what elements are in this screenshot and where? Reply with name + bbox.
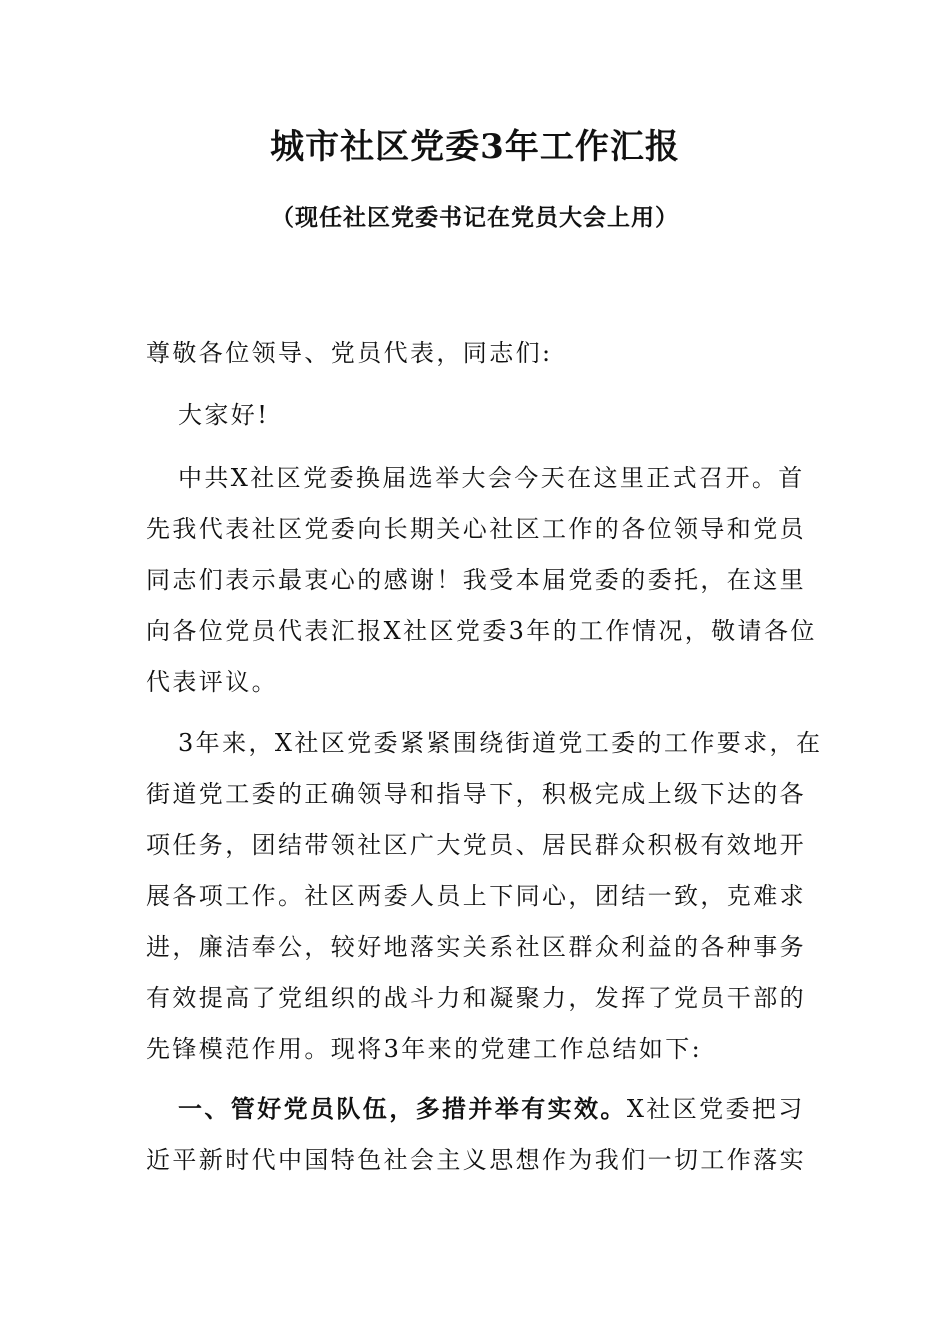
paragraph-line: 展各项工作。社区两委人员上下同心，团结一致，克难求: [146, 882, 806, 910]
paragraph-line: 先我代表社区党委向长期关心社区工作的各位领导和党员: [146, 515, 806, 543]
section-1-heading: 一、管好党员队伍，多措并举有实效。: [178, 1095, 627, 1123]
paragraph-2: [146, 718, 823, 1075]
section-1: [146, 1084, 811, 1186]
paragraph-1: [146, 453, 817, 708]
paragraph-line: 3年来，X社区党委紧紧围绕街道党工委的工作要求，在: [178, 729, 823, 757]
greeting-line: 大家好!: [178, 401, 270, 429]
paragraph-line: 中共X社区党委换届选举大会今天在这里正式召开。首: [178, 464, 805, 492]
section-1-text: X社区党委把习: [626, 1095, 805, 1123]
greeting: [146, 390, 811, 441]
paragraph-line: 先锋模范作用。现将3年来的党建工作总结如下:: [146, 1035, 703, 1063]
paragraph-line: 代表评议。: [146, 668, 278, 696]
paragraph-line: 项任务，团结带领社区广大党员、居民群众积极有效地开: [146, 831, 806, 859]
paragraph-line: 同志们表示最衷心的感谢！我受本届党委的委托，在这里: [146, 566, 806, 594]
paragraph-line: 街道党工委的正确领导和指导下，积极完成上级下达的各: [146, 780, 806, 808]
document-title: 城市社区党委3年工作汇报: [270, 127, 680, 167]
paragraph-line: 近平新时代中国特色社会主义思想作为我们一切工作落实: [146, 1146, 806, 1174]
section-1-first-line: [146, 1084, 811, 1135]
salutation-line: 尊敬各位领导、党员代表，同志们:: [146, 339, 553, 367]
paragraph-line: 进，廉洁奉公，较好地落实关系社区群众利益的各种事务: [146, 933, 806, 961]
paragraph-line: 向各位党员代表汇报X社区党委3年的工作情况，敬请各位: [146, 617, 817, 645]
document-subtitle: （现任社区党委书记在党员大会上用）: [271, 204, 679, 231]
salutation: [146, 328, 811, 379]
paragraph-line: 有效提高了党组织的战斗力和凝聚力，发挥了党员干部的: [146, 984, 806, 1012]
